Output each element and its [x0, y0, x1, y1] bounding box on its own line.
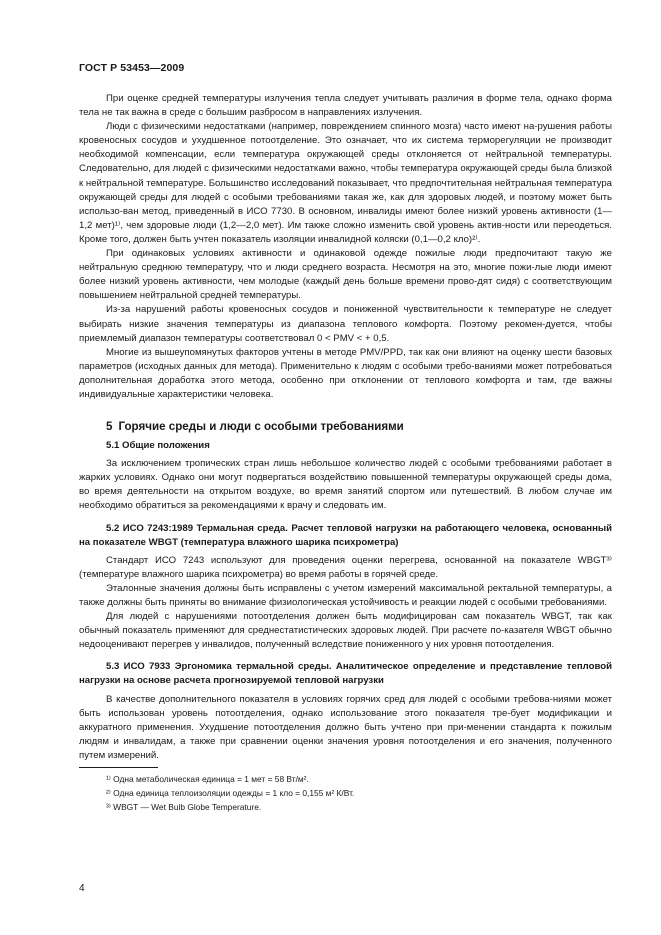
paragraph: При одинаковых условиях активности и одинаковой одежде пожилые люди предпочитают такую же нейтральную среднюю температуру, что и люди среднего возраста. Несмотря на это, многие пожи-лые люди имеют более низкий уровень активности, чем молодые (каждый день больше времени прово-дят сидя) с соответствующим повышением нейтральной средней температуры. — [79, 248, 612, 302]
footnote: ¹⁾ Одна метаболическая единица = 1 мет = 58 Вт/м². — [106, 774, 309, 785]
body-content — [79, 92, 612, 814]
subsection-5-3-heading: 5.3 ИСО 7933 Эргономика термальной среды. Аналитическое определение и представление тепловой нагрузки на основе расчета прогнозируемой тепловой нагрузки — [79, 661, 612, 687]
subsection-5-1-heading: 5.1 Общие положения — [106, 440, 210, 452]
page-number: 4 — [79, 883, 85, 894]
paragraph: При оценке средней температуры излучения тепла следует учитывать различия в форме тела, однако форма тела не так важна в среде с большим разбросом в направлениях излучения. — [79, 93, 612, 119]
paragraph: Многие из вышеупомянутых факторов учтены в методе PMV/PPD, так как они влияют на оценку шести базовых параметров (исходных данных для метода). Применительно к людям с особыми требо-ваниями может потребоваться дополнительная доработка этого метода, особенно при отклонении от теплового комфорта и там, где важны индивидуальные характеристики человека. — [79, 346, 612, 400]
section-number: 5 — [106, 420, 113, 434]
paragraph: Для людей с нарушениями потоотделения должен быть модифицирован сам показатель WBGT, так как обычный показатель применяют для среднестатистических здоровых людей. При расчете по-казателя WBGT обычно недооценивают перегрев у инвалидов, полученный вследствие пониженного у них уровня потоотделения. — [79, 611, 612, 651]
paragraph: Эталонные значения должны быть исправлены с учетом измерений максимальной ректальной температуры, а также должны быть приняты во внимание физиологическая устойчивость и реакции людей с особыми требованиями. — [79, 582, 612, 608]
subsection-5-2-heading: 5.2 ИСО 7243:1989 Термальная среда. Расчет тепловой нагрузки на работающего человека, основанный на показателе WBGT (температура влажного шарика психрометра) — [79, 522, 612, 548]
paragraph: За исключением тропических стран лишь небольшое количество людей с особыми требованиями работает в жарких условиях. Однако они могут подвергаться воздействию повышенной температуры окружающей среды дома, во время деятельности на открытом воздухе, во время занятий спортом или путешествий. В любом случае им необходимо обратиться за рекомендациями к врачу и следовать им. — [79, 458, 612, 512]
paragraph: Люди с физическими недостатками (например, повреждением спинного мозга) часто имеют на-рушения работы кровеносных сосудов и ухудшенное потоотделение. Это означает, что их система терморегуляции не производит необходимой компенсации, если температура окружающей среды отклоняется от нейтральной температуры. Следовательно, для людей с физическими недостатками важно, чтобы температура окружающей среды была близкой к нейтральной температуре. Большинство исследований показывает, что предпочтительная нейтральная температура окружающей среды для людей с особыми требованиями такая же, как для здоровых людей, и поэтому может быть использо-ван метод, приведенный в ИСО 7730. В основном, инвалиды имеют более низкий уровень активности (1—1,2 мет)¹⁾, чем здоровые люди (1,2—2,0 мет). Им также сложно изменить свой уровень актив-ности или переодеться. Кроме того, должен быть учтен показатель изоляции инвалидной коляски (0,1—0,2 кло)²⁾. — [79, 121, 612, 245]
section-5-heading — [106, 419, 612, 434]
footnote: ³⁾ WBGT — Wet Bulb Globe Temperature. — [106, 802, 262, 813]
paragraph: Из-за нарушений работы кровеносных сосудов и пониженной чувствительности к температуре не следует выбирать низкие значения температуры из диапазона теплового комфорта. Поэтому рекомен-дуется, чтобы приемлемый диапазон температуры соответствовал 0 < PMV < + 0,5. — [79, 304, 612, 344]
footnote: ²⁾ Одна единица теплоизоляции одежды = 1 кло = 0,155 м² К/Вт. — [106, 788, 355, 799]
paragraph: В качестве дополнительного показателя в условиях горячих сред для людей с особыми требова-ниями может быть использован уровень потоотделения, однако использование этого показателя тре-бует модификации и аккуратного применения. Ухудшение потоотделения должно быть учтено при при-менении стандарта к пожилым людям и инвалидам, а также при сравнении оценки значения уровня потоотделения и его значения, полученного путем измерений. — [79, 693, 612, 761]
section-title: Горячие среды и люди с особыми требованиями — [118, 420, 404, 434]
paragraph: Стандарт ИСО 7243 используют для проведения оценки перегрева, основанной на показателе WBGT³⁾ (температуре влажного шарика психрометра) во время работы в горячей среде. — [79, 554, 612, 580]
standard-header: ГОСТ Р 53453—2009 — [79, 62, 185, 74]
